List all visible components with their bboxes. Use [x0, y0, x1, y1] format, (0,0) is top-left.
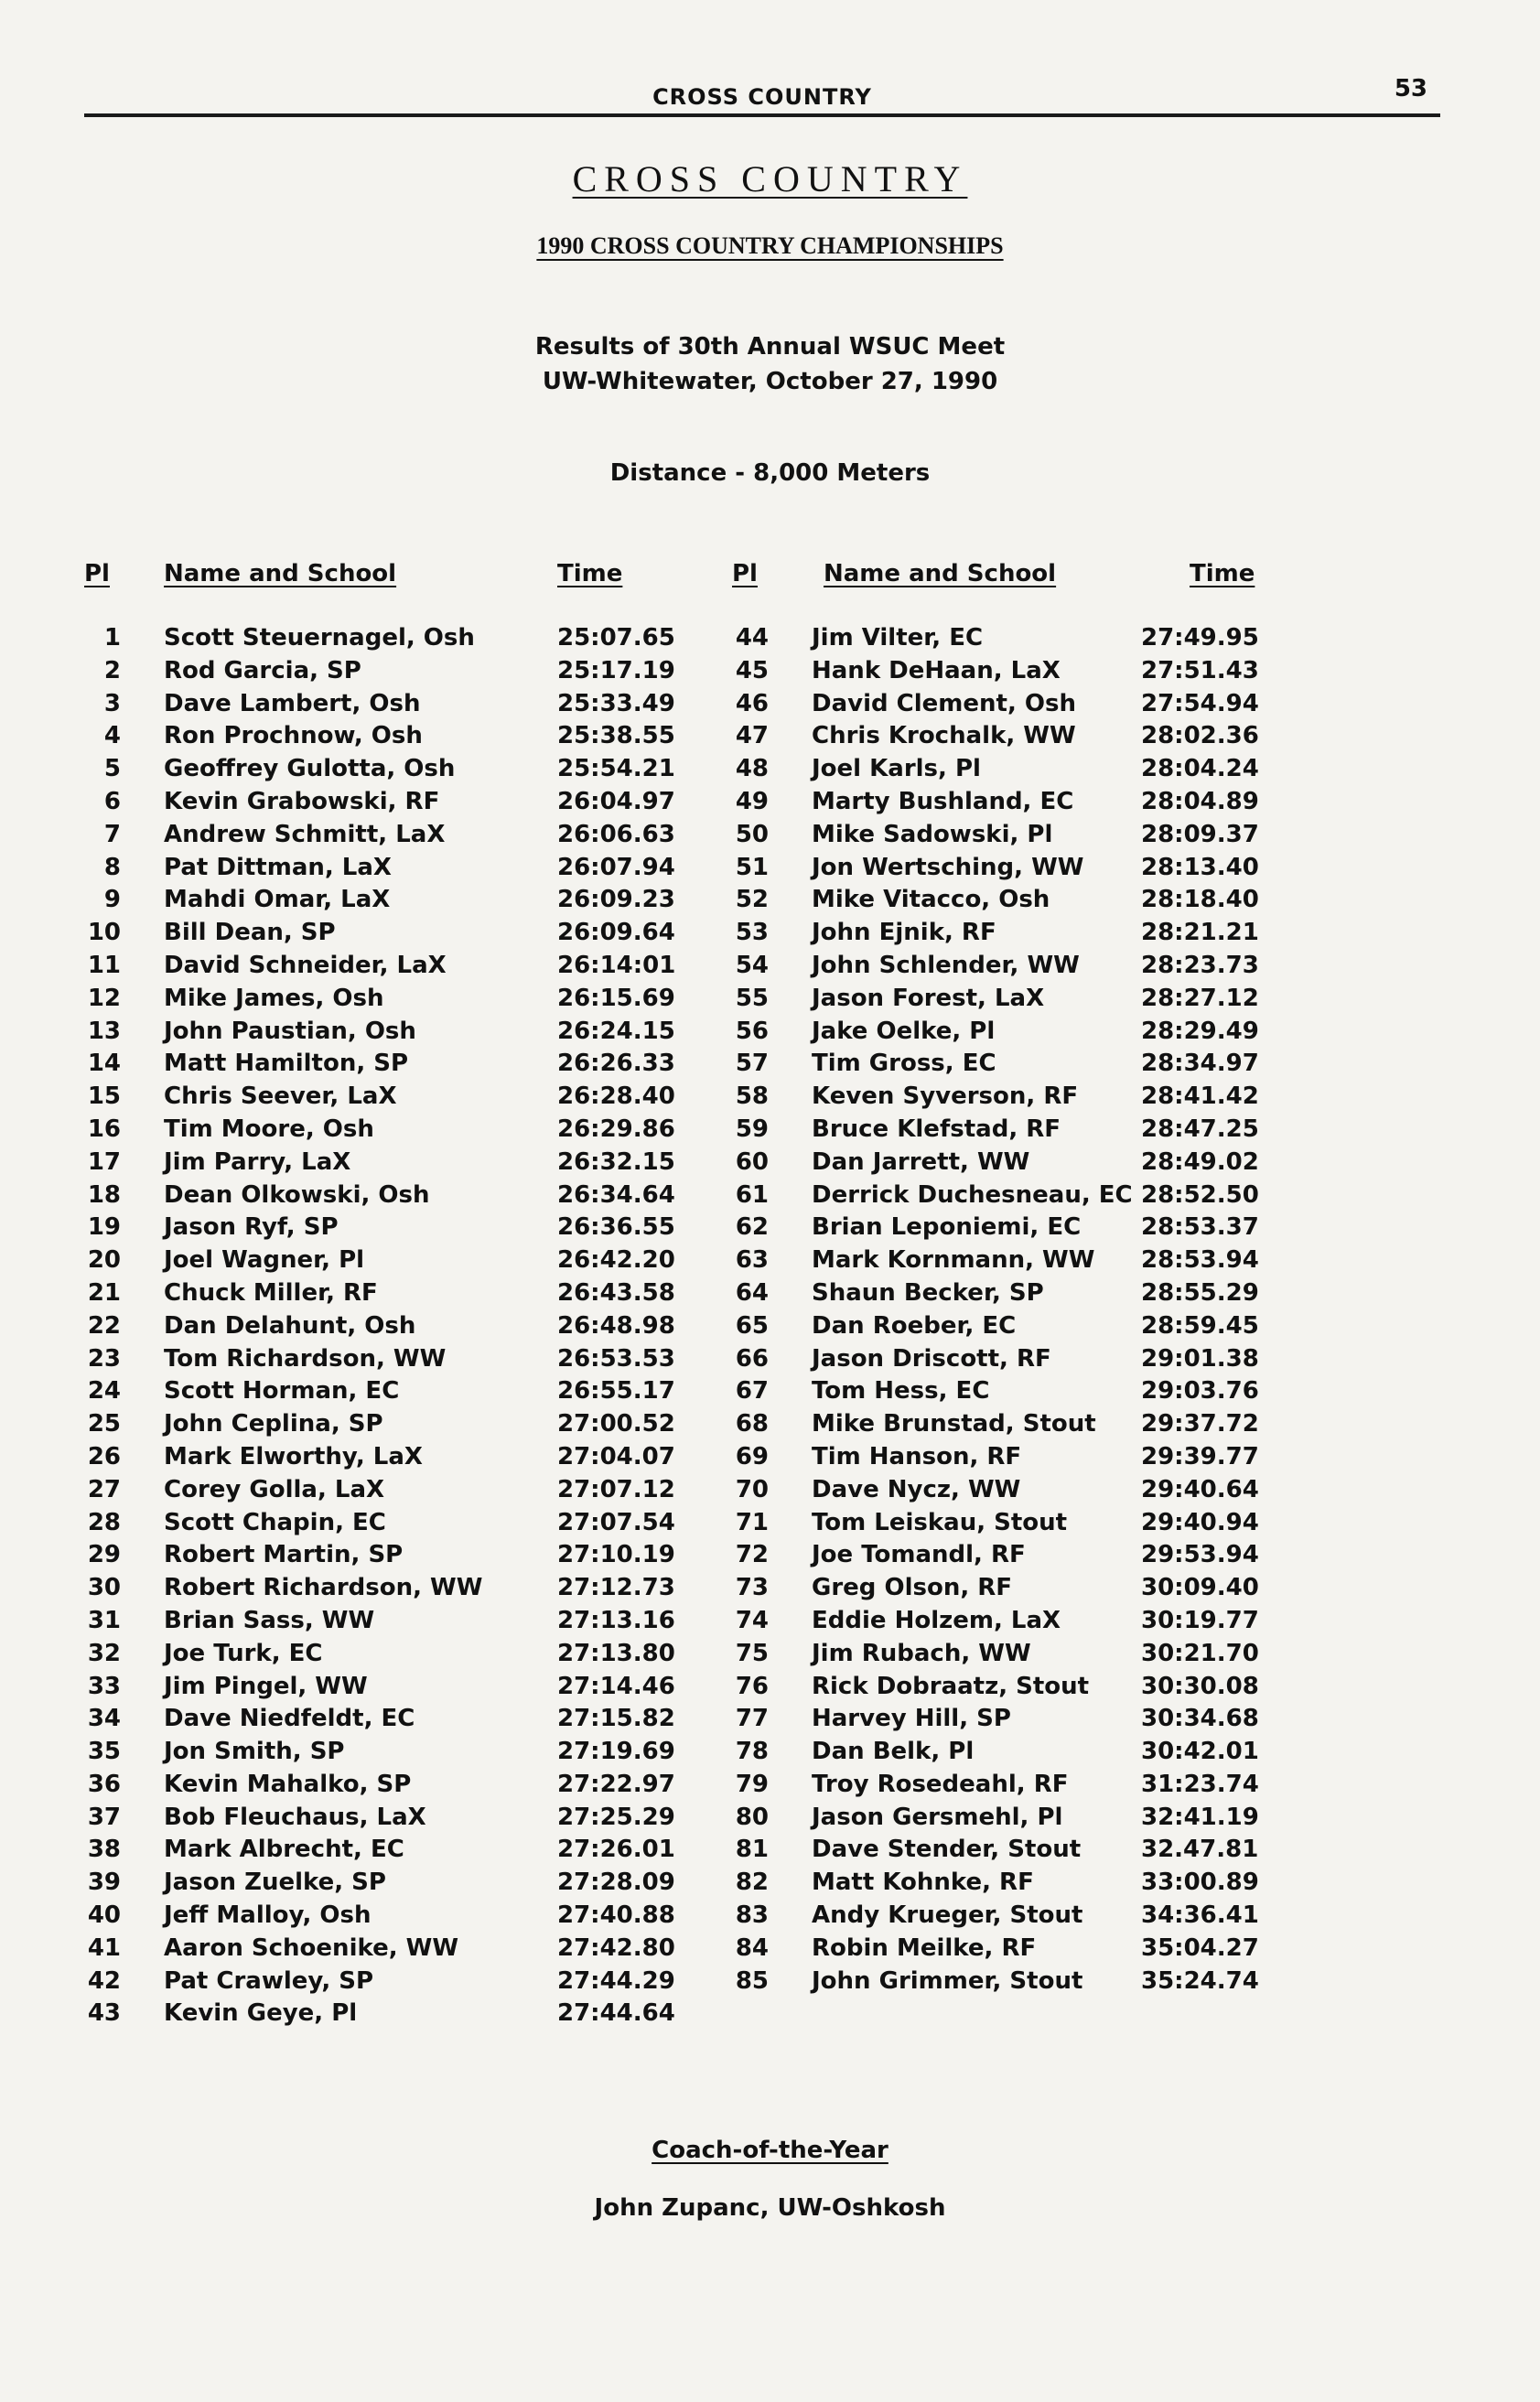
time-cell: 25:33.49 [557, 689, 675, 717]
name-header-right: Name and School [824, 560, 1057, 587]
name-cell: Bill Dean, SP [164, 919, 336, 947]
place-cell: 62 [735, 1213, 769, 1242]
time-cell: 26:36.55 [557, 1213, 675, 1242]
place-cell: 1 [103, 624, 121, 652]
name-cell: Mike Brunstad, Stout [812, 1410, 1096, 1438]
time-cell: 26:09.64 [557, 919, 675, 947]
place-cell: 18 [87, 1180, 121, 1209]
place-cell: 45 [735, 656, 769, 684]
place-cell: 32 [87, 1639, 121, 1667]
time-cell: 26:42.20 [557, 1246, 675, 1275]
place-cell: 6 [103, 787, 121, 815]
name-cell: Chris Seever, LaX [164, 1083, 397, 1111]
meet-info [0, 329, 1540, 399]
name-cell: Jon Wertsching, WW [812, 853, 1084, 881]
place-cell: 4 [103, 722, 121, 750]
place-cell: 28 [87, 1508, 121, 1536]
page-title-text: CROSS COUNTRY [572, 158, 968, 199]
name-cell: Robert Richardson, WW [164, 1574, 483, 1602]
place-cell: 48 [735, 755, 769, 783]
time-cell: 30:19.77 [1141, 1606, 1259, 1634]
time-cell: 28:49.02 [1141, 1147, 1259, 1176]
place-cell: 59 [735, 1115, 769, 1143]
place-cell: 29 [87, 1541, 121, 1569]
name-cell: Tim Hanson, RF [812, 1442, 1022, 1470]
place-cell: 7 [103, 820, 121, 848]
name-cell: Corey Golla, LaX [164, 1475, 385, 1503]
place-cell: 71 [735, 1508, 769, 1536]
time-cell: 27:15.82 [557, 1705, 675, 1733]
name-cell: Joel Karls, Pl [812, 755, 981, 783]
place-cell: 34 [87, 1705, 121, 1733]
time-cell: 27:19.69 [557, 1738, 675, 1766]
place-cell: 78 [735, 1738, 769, 1766]
place-cell: 26 [87, 1442, 121, 1470]
place-cell: 8 [103, 853, 121, 881]
time-cell: 28:18.40 [1141, 886, 1259, 914]
place-cell: 23 [87, 1344, 121, 1373]
time-cell: 28:52.50 [1141, 1180, 1259, 1209]
name-cell: John Schlender, WW [812, 951, 1080, 979]
time-cell: 27:13.80 [557, 1639, 675, 1667]
time-cell: 29:40.94 [1141, 1508, 1259, 1536]
place-cell: 43 [87, 1999, 121, 2028]
name-cell: John Ceplina, SP [164, 1410, 383, 1438]
time-cell: 29:01.38 [1141, 1344, 1259, 1373]
place-cell: 33 [87, 1672, 121, 1700]
time-cell: 28:29.49 [1141, 1017, 1259, 1045]
time-cell: 25:17.19 [557, 656, 675, 684]
time-cell: 28:04.24 [1141, 755, 1259, 783]
time-cell: 26:04.97 [557, 787, 675, 815]
place-cell: 44 [735, 624, 769, 652]
place-cell: 81 [735, 1836, 769, 1864]
name-cell: Scott Chapin, EC [164, 1508, 386, 1536]
name-cell: Dan Roeber, EC [812, 1311, 1017, 1340]
time-cell: 28:47.25 [1141, 1115, 1259, 1143]
time-header-right: Time [1190, 560, 1255, 587]
time-cell: 27:54.94 [1141, 689, 1259, 717]
time-cell: 26:26.33 [557, 1050, 675, 1078]
championship-subtitle-text: 1990 CROSS COUNTRY CHAMPIONSHIPS [536, 232, 1004, 259]
place-cell: 2 [103, 656, 121, 684]
name-cell: Dan Delahunt, Osh [164, 1311, 416, 1340]
place-cell: 21 [87, 1278, 121, 1307]
place-cell: 51 [735, 853, 769, 881]
time-cell: 26:34.64 [557, 1180, 675, 1209]
place-cell: 17 [87, 1147, 121, 1176]
place-cell: 55 [735, 984, 769, 1012]
time-cell: 27:26.01 [557, 1836, 675, 1864]
place-cell: 16 [87, 1115, 121, 1143]
time-cell: 27:40.88 [557, 1901, 675, 1930]
name-cell: Dave Lambert, Osh [164, 689, 421, 717]
name-cell: Dave Nycz, WW [812, 1475, 1021, 1503]
time-cell: 28:34.97 [1141, 1050, 1259, 1078]
place-cell: 66 [735, 1344, 769, 1373]
running-section-title: CROSS COUNTRY [652, 84, 872, 110]
time-cell: 30:30.08 [1141, 1672, 1259, 1700]
name-cell: Mark Elworthy, LaX [164, 1442, 423, 1470]
time-cell: 27:42.80 [557, 1933, 675, 1962]
place-cell: 68 [735, 1410, 769, 1438]
name-cell: Greg Olson, RF [812, 1574, 1013, 1602]
name-cell: Keven Syverson, RF [812, 1083, 1079, 1111]
name-cell: Rick Dobraatz, Stout [812, 1672, 1090, 1700]
name-cell: Matt Kohnke, RF [812, 1869, 1034, 1897]
place-cell: 67 [735, 1377, 769, 1406]
name-cell: Hank DeHaan, LaX [812, 656, 1061, 684]
time-cell: 26:07.94 [557, 853, 675, 881]
place-cell: 74 [735, 1606, 769, 1634]
name-cell: Mike Sadowski, Pl [812, 820, 1053, 848]
time-cell: 26:29.86 [557, 1115, 675, 1143]
time-cell: 33:00.89 [1141, 1869, 1259, 1897]
time-cell: 29:40.64 [1141, 1475, 1259, 1503]
time-cell: 28:53.37 [1141, 1213, 1259, 1242]
place-cell: 24 [87, 1377, 121, 1406]
place-cell: 41 [87, 1933, 121, 1962]
time-cell: 25:07.65 [557, 624, 675, 652]
time-cell: 27:25.29 [557, 1803, 675, 1831]
place-cell: 3 [103, 689, 121, 717]
time-cell: 27:12.73 [557, 1574, 675, 1602]
place-cell: 22 [87, 1311, 121, 1340]
name-cell: Robert Martin, SP [164, 1541, 404, 1569]
place-cell: 13 [87, 1017, 121, 1045]
name-cell: Jim Vilter, EC [812, 624, 984, 652]
name-cell: Pat Crawley, SP [164, 1966, 374, 1995]
place-cell: 11 [87, 951, 121, 979]
page-header [84, 75, 1440, 117]
name-cell: Dave Niedfeldt, EC [164, 1705, 415, 1733]
name-cell: Pat Dittman, LaX [164, 853, 392, 881]
place-cell: 57 [735, 1050, 769, 1078]
name-cell: Jake Oelke, Pl [812, 1017, 996, 1045]
time-cell: 34:36.41 [1141, 1901, 1259, 1930]
time-cell: 28:09.37 [1141, 820, 1259, 848]
place-cell: 37 [87, 1803, 121, 1831]
time-cell: 28:53.94 [1141, 1246, 1259, 1275]
time-cell: 27:22.97 [557, 1770, 675, 1798]
time-cell: 26:53.53 [557, 1344, 675, 1373]
name-cell: Geoffrey Gulotta, Osh [164, 755, 456, 783]
championship-subtitle [0, 232, 1540, 260]
place-cell: 72 [735, 1541, 769, 1569]
time-cell: 31:23.74 [1141, 1770, 1259, 1798]
time-cell: 26:55.17 [557, 1377, 675, 1406]
place-cell: 31 [87, 1606, 121, 1634]
name-cell: Eddie Holzem, LaX [812, 1606, 1061, 1634]
place-cell: 77 [735, 1705, 769, 1733]
name-cell: Jason Driscott, RF [812, 1344, 1051, 1373]
time-cell: 26:06.63 [557, 820, 675, 848]
place-cell: 65 [735, 1311, 769, 1340]
name-cell: David Clement, Osh [812, 689, 1076, 717]
race-distance: Distance - 8,000 Meters [609, 459, 931, 487]
time-cell: 32.47.81 [1141, 1836, 1259, 1864]
time-cell: 28:55.29 [1141, 1278, 1259, 1307]
page-number: 53 [1394, 75, 1427, 102]
time-cell: 35:24.74 [1141, 1966, 1259, 1995]
name-cell: Dave Stender, Stout [812, 1836, 1082, 1864]
name-cell: Kevin Geye, Pl [164, 1999, 358, 2028]
place-cell: 49 [735, 787, 769, 815]
name-cell: Jason Forest, LaX [812, 984, 1045, 1012]
place-cell: 27 [87, 1475, 121, 1503]
place-cell: 76 [735, 1672, 769, 1700]
time-cell: 28:21.21 [1141, 919, 1259, 947]
time-cell: 26:24.15 [557, 1017, 675, 1045]
place-cell: 84 [735, 1933, 769, 1962]
place-cell: 38 [87, 1836, 121, 1864]
time-cell: 28:13.40 [1141, 853, 1259, 881]
time-cell: 28:41.42 [1141, 1083, 1259, 1111]
place-cell: 83 [735, 1901, 769, 1930]
name-cell: Kevin Grabowski, RF [164, 787, 440, 815]
place-cell: 54 [735, 951, 769, 979]
name-cell: Scott Horman, EC [164, 1377, 400, 1406]
name-cell: Jason Gersmehl, Pl [812, 1803, 1063, 1831]
place-cell: 20 [87, 1246, 121, 1275]
place-cell: 79 [735, 1770, 769, 1798]
place-cell: 61 [735, 1180, 769, 1209]
place-cell: 15 [87, 1083, 121, 1111]
name-cell: Brian Sass, WW [164, 1606, 375, 1634]
name-cell: Scott Steuernagel, Osh [164, 624, 475, 652]
time-cell: 27:49.95 [1141, 624, 1259, 652]
time-cell: 25:54.21 [557, 755, 675, 783]
name-cell: Bruce Klefstad, RF [812, 1115, 1061, 1143]
time-cell: 26:28.40 [557, 1083, 675, 1111]
name-cell: Chuck Miller, RF [164, 1278, 378, 1307]
name-cell: Jim Rubach, WW [812, 1639, 1031, 1667]
name-cell: Tom Leiskau, Stout [812, 1508, 1068, 1536]
name-cell: Dan Belk, Pl [812, 1738, 975, 1766]
time-cell: 29:37.72 [1141, 1410, 1259, 1438]
coach-of-year-heading: Coach-of-the-Year [652, 2137, 888, 2164]
name-cell: John Ejnik, RF [812, 919, 996, 947]
place-cell: 52 [735, 886, 769, 914]
place-cell: 69 [735, 1442, 769, 1470]
name-cell: Harvey Hill, SP [812, 1705, 1011, 1733]
name-cell: Derrick Duchesneau, EC [812, 1180, 1133, 1209]
time-cell: 26:43.58 [557, 1278, 675, 1307]
name-cell: Chris Krochalk, WW [812, 722, 1076, 750]
time-cell: 28:04.89 [1141, 787, 1259, 815]
name-cell: Tom Richardson, WW [164, 1344, 447, 1373]
meet-results-line: Results of 30th Annual WSUC Meet [534, 333, 1006, 361]
time-cell: 32:41.19 [1141, 1803, 1259, 1831]
time-header-left: Time [557, 560, 623, 587]
time-cell: 26:48.98 [557, 1311, 675, 1340]
time-cell: 29:03.76 [1141, 1377, 1259, 1406]
name-cell: John Paustian, Osh [164, 1017, 416, 1045]
place-cell: 46 [735, 689, 769, 717]
name-cell: Mark Albrecht, EC [164, 1836, 404, 1864]
place-cell: 50 [735, 820, 769, 848]
name-cell: Jeff Malloy, Osh [164, 1901, 372, 1930]
name-cell: Brian Leponiemi, EC [812, 1213, 1082, 1242]
name-cell: Jason Zuelke, SP [164, 1869, 386, 1897]
time-cell: 30:42.01 [1141, 1738, 1259, 1766]
name-cell: Shaun Becker, SP [812, 1278, 1044, 1307]
name-cell: Mike Vitacco, Osh [812, 886, 1050, 914]
coach-of-year-name: John Zupanc, UW-Oshkosh [594, 2194, 946, 2222]
time-cell: 27:07.12 [557, 1475, 675, 1503]
meet-location-date: UW-Whitewater, October 27, 1990 [542, 368, 998, 395]
name-cell: Kevin Mahalko, SP [164, 1770, 412, 1798]
place-cell: 47 [735, 722, 769, 750]
name-cell: Aaron Schoenike, WW [164, 1933, 458, 1962]
place-cell: 63 [735, 1246, 769, 1275]
time-cell: 26:15.69 [557, 984, 675, 1012]
place-header-right: Pl [732, 560, 758, 587]
time-cell: 27:07.54 [557, 1508, 675, 1536]
time-cell: 29:53.94 [1141, 1541, 1259, 1569]
time-cell: 26:09.23 [557, 886, 675, 914]
name-cell: Jim Parry, LaX [164, 1147, 351, 1176]
place-cell: 53 [735, 919, 769, 947]
name-cell: Ron Prochnow, Osh [164, 722, 423, 750]
name-cell: Andrew Schmitt, LaX [164, 820, 446, 848]
place-cell: 75 [735, 1639, 769, 1667]
name-cell: Joel Wagner, Pl [164, 1246, 365, 1275]
place-cell: 56 [735, 1017, 769, 1045]
name-cell: Jim Pingel, WW [164, 1672, 368, 1700]
name-cell: Bob Fleuchaus, LaX [164, 1803, 426, 1831]
place-cell: 9 [103, 886, 121, 914]
time-cell: 28:59.45 [1141, 1311, 1259, 1340]
name-cell: John Grimmer, Stout [812, 1966, 1083, 1995]
name-cell: David Schneider, LaX [164, 951, 447, 979]
time-cell: 35:04.27 [1141, 1933, 1259, 1962]
place-cell: 10 [87, 919, 121, 947]
name-cell: Jason Ryf, SP [164, 1213, 339, 1242]
place-cell: 42 [87, 1966, 121, 1995]
time-cell: 27:44.29 [557, 1966, 675, 1995]
page-title [0, 157, 1540, 200]
time-cell: 28:02.36 [1141, 722, 1259, 750]
place-cell: 36 [87, 1770, 121, 1798]
time-cell: 25:38.55 [557, 722, 675, 750]
time-cell: 26:14:01 [557, 951, 676, 979]
place-cell: 39 [87, 1869, 121, 1897]
time-cell: 28:27.12 [1141, 984, 1259, 1012]
place-cell: 58 [735, 1083, 769, 1111]
name-cell: Robin Meilke, RF [812, 1933, 1037, 1962]
place-cell: 19 [87, 1213, 121, 1242]
name-cell: Tim Gross, EC [812, 1050, 996, 1078]
name-cell: Tom Hess, EC [812, 1377, 990, 1406]
time-cell: 27:28.09 [557, 1869, 675, 1897]
name-cell: Tim Moore, Osh [164, 1115, 374, 1143]
name-cell: Dean Olkowski, Osh [164, 1180, 430, 1209]
time-cell: 27:14.46 [557, 1672, 675, 1700]
time-cell: 28:23.73 [1141, 951, 1259, 979]
place-cell: 82 [735, 1869, 769, 1897]
place-cell: 30 [87, 1574, 121, 1602]
time-cell: 30:09.40 [1141, 1574, 1259, 1602]
name-cell: Joe Tomandl, RF [812, 1541, 1026, 1569]
place-cell: 5 [103, 755, 121, 783]
place-cell: 80 [735, 1803, 769, 1831]
place-cell: 14 [87, 1050, 121, 1078]
name-cell: Joe Turk, EC [164, 1639, 323, 1667]
name-cell: Dan Jarrett, WW [812, 1147, 1030, 1176]
name-cell: Andy Krueger, Stout [812, 1901, 1083, 1930]
time-cell: 30:34.68 [1141, 1705, 1259, 1733]
name-cell: Troy Rosedeahl, RF [812, 1770, 1069, 1798]
place-cell: 40 [87, 1901, 121, 1930]
place-cell: 35 [87, 1738, 121, 1766]
time-cell: 29:39.77 [1141, 1442, 1259, 1470]
place-cell: 70 [735, 1475, 769, 1503]
place-cell: 12 [87, 984, 121, 1012]
time-cell: 26:32.15 [557, 1147, 675, 1176]
place-cell: 73 [735, 1574, 769, 1602]
time-cell: 27:13.16 [557, 1606, 675, 1634]
time-cell: 27:00.52 [557, 1410, 675, 1438]
name-cell: Mike James, Osh [164, 984, 384, 1012]
name-header-left: Name and School [164, 560, 397, 587]
place-cell: 25 [87, 1410, 121, 1438]
place-cell: 64 [735, 1278, 769, 1307]
name-cell: Rod Garcia, SP [164, 656, 361, 684]
name-cell: Mahdi Omar, LaX [164, 886, 391, 914]
time-cell: 27:44.64 [557, 1999, 675, 2028]
place-cell: 60 [735, 1147, 769, 1176]
place-header-left: Pl [84, 560, 110, 587]
name-cell: Matt Hamilton, SP [164, 1050, 409, 1078]
time-cell: 30:21.70 [1141, 1639, 1259, 1667]
time-cell: 27:10.19 [557, 1541, 675, 1569]
name-cell: Marty Bushland, EC [812, 787, 1074, 815]
time-cell: 27:04.07 [557, 1442, 675, 1470]
time-cell: 27:51.43 [1141, 656, 1259, 684]
name-cell: Mark Kornmann, WW [812, 1246, 1095, 1275]
name-cell: Jon Smith, SP [164, 1738, 345, 1766]
place-cell: 85 [735, 1966, 769, 1995]
